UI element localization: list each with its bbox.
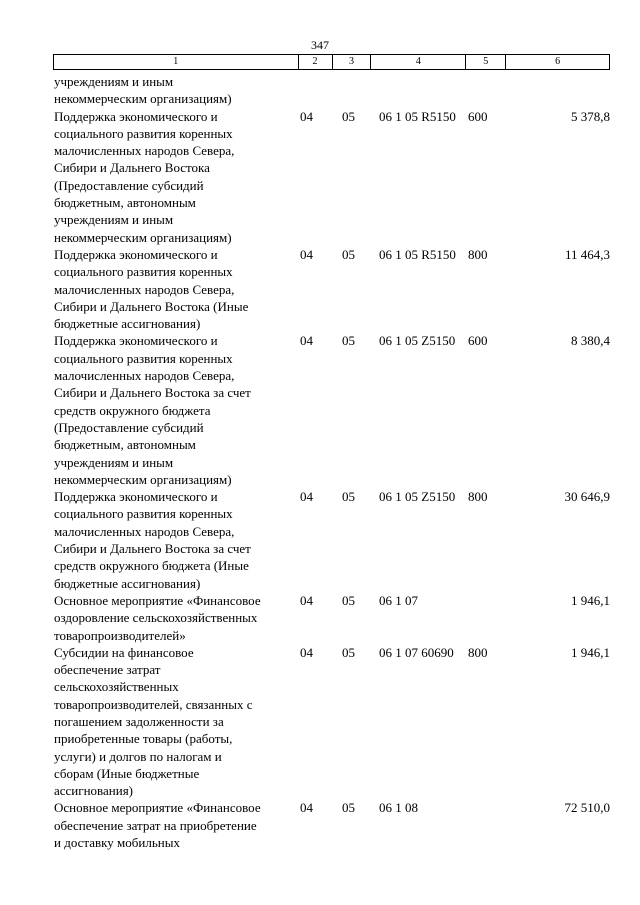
row-section [298, 73, 332, 108]
row-expense-type [466, 592, 506, 644]
row-expense-type: 800 [468, 644, 488, 660]
row-name: Поддержка экономического и социального развития коренных малочисленных народов Севера, Сибири и Дальнего Востока за счет средств окружного бюджета (Иные бюджетные ассигнования) [54, 489, 251, 591]
row-subsection: 05 [342, 800, 355, 816]
table-row [53, 799, 610, 851]
row-subsection: 05 [342, 246, 355, 262]
table-body [53, 73, 610, 851]
table-row [53, 332, 610, 488]
row-name: Поддержка экономического и социального развития коренных малочисленных народов Севера, Сибири и Дальнего Востока (Предоставление субсидий бюджетным, автономным учреждениям и иным некоммерческим организациям) [54, 108, 235, 245]
row-amount: 8 380,4 [571, 333, 610, 349]
row-subsection: 05 [342, 489, 355, 505]
row-section: 04 [300, 592, 313, 608]
row-expense-type: 800 [468, 246, 488, 262]
row-section: 04 [300, 644, 313, 660]
row-amount: 1 946,1 [571, 644, 610, 660]
table-row [53, 73, 610, 108]
row-amount: 30 646,9 [564, 489, 610, 505]
row-name: Основное мероприятие «Финансовое оздоровление сельскохозяйственных товаропроизводителей» [54, 592, 261, 643]
page-number: 347 [311, 38, 329, 52]
row-section: 04 [300, 800, 313, 816]
row-amount: 72 510,0 [564, 800, 610, 816]
row-amount [506, 73, 610, 108]
row-name: Поддержка экономического и социального развития коренных малочисленных народов Севера, Сибири и Дальнего Востока за счет средств окружного бюджета (Предоставление субсидий бюджетным, автономным учреждениям и иным некоммерческим организациям) [54, 333, 251, 487]
row-target-code: 06 1 07 [379, 592, 418, 608]
row-name: Поддержка экономического и социального развития коренных малочисленных народов Севера, Сибири и Дальнего Востока (Иные бюджетные ассигнования) [54, 246, 249, 332]
row-expense-type: 600 [468, 333, 488, 349]
table-header [53, 54, 610, 70]
table-row [53, 108, 610, 246]
row-expense-type: 800 [468, 489, 488, 505]
row-expense-type [466, 799, 506, 851]
row-amount: 5 378,8 [571, 108, 610, 124]
header-col-2: 2 [299, 55, 333, 69]
row-amount: 11 464,3 [564, 246, 610, 262]
row-target-code: 06 1 05 Z5150 [379, 333, 456, 349]
row-target-code [371, 73, 466, 108]
row-target-code: 06 1 05 R5150 [379, 108, 456, 124]
header-col-6: 6 [506, 55, 610, 69]
row-subsection: 05 [342, 644, 355, 660]
budget-table [53, 54, 610, 851]
row-subsection: 05 [342, 108, 355, 124]
row-target-code: 06 1 05 Z5150 [379, 489, 456, 505]
row-expense-type: 600 [468, 108, 488, 124]
row-section: 04 [300, 333, 313, 349]
row-target-code: 06 1 08 [379, 800, 418, 816]
table-row [53, 644, 610, 800]
row-target-code: 06 1 07 60690 [379, 644, 454, 660]
table-row [53, 246, 610, 332]
row-name: Основное мероприятие «Финансовое обеспечение затрат на приобретение и доставку мобильных [54, 800, 261, 851]
row-section: 04 [300, 246, 313, 262]
header-col-5: 5 [466, 55, 506, 69]
header-col-3: 3 [333, 55, 372, 69]
row-amount: 1 946,1 [571, 592, 610, 608]
header-col-4: 4 [371, 55, 466, 69]
row-section: 04 [300, 489, 313, 505]
row-name: учреждениям и иным некоммерческим организациям) [54, 74, 232, 107]
row-expense-type [466, 73, 506, 108]
table-row [53, 488, 610, 592]
row-target-code: 06 1 05 R5150 [379, 246, 456, 262]
row-name: Субсидии на финансовое обеспечение затрат сельскохозяйственных товаропроизводителей, связанных с погашением задолженности за приобретенные товары (работы, услуги) и долгов по налогам и сборам (Иные бюджетные ассигнования) [54, 644, 253, 799]
row-subsection: 05 [342, 333, 355, 349]
table-row [53, 592, 610, 644]
row-subsection: 05 [342, 592, 355, 608]
row-subsection [332, 73, 371, 108]
row-section: 04 [300, 108, 313, 124]
header-col-1: 1 [54, 55, 299, 69]
